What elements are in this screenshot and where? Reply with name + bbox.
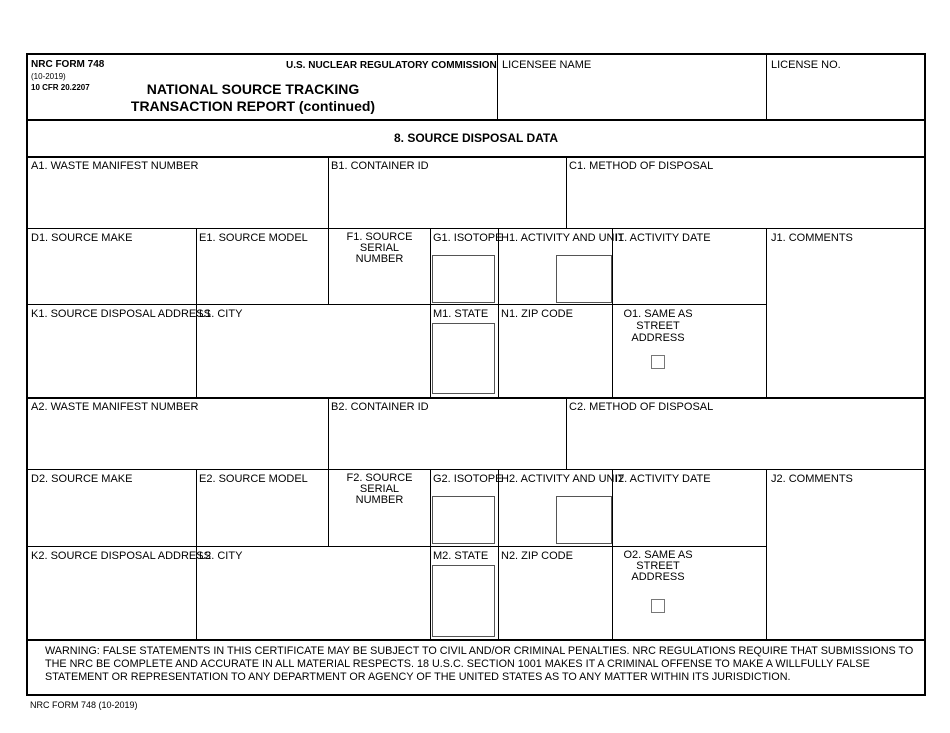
title-line-1: NATIONAL SOURCE TRACKING xyxy=(146,81,360,97)
form-title xyxy=(128,81,378,115)
footer-form-id: NRC FORM 748 (10-2019) xyxy=(30,700,138,710)
h2-unit-field[interactable] xyxy=(556,496,612,544)
o2-same-address-line1: O2. SAME AS STREET xyxy=(623,549,693,572)
i2-activity-date-label: I2. ACTIVITY DATE xyxy=(615,473,711,485)
form-id: NRC FORM 748 xyxy=(31,59,105,70)
form-date: (10-2019) xyxy=(31,72,66,81)
nrc-form-748 xyxy=(26,53,926,696)
o1-same-address-label xyxy=(613,308,703,344)
l2-city-field[interactable] xyxy=(197,565,429,638)
g1-isotope-field[interactable] xyxy=(432,255,495,303)
h2-activity-unit-label: H2. ACTIVITY AND UNIT xyxy=(501,473,625,485)
g2-isotope-field[interactable] xyxy=(432,496,495,544)
f2-serial-label-line2: NUMBER xyxy=(355,494,404,506)
k2-disposal-address-field[interactable] xyxy=(29,565,195,638)
i1-activity-date-label: I1. ACTIVITY DATE xyxy=(615,232,711,244)
f2-serial-label-line1: F2. SOURCE SERIAL xyxy=(346,472,413,495)
n1-zip-label: N1. ZIP CODE xyxy=(501,308,573,320)
n2-zip-label: N2. ZIP CODE xyxy=(501,550,573,562)
d1-source-make-field[interactable] xyxy=(29,247,195,303)
a1-waste-manifest-label: A1. WASTE MANIFEST NUMBER xyxy=(31,160,199,172)
o1-same-address-line2: ADDRESS xyxy=(631,332,685,344)
k1-disposal-address-label: K1. SOURCE DISPOSAL ADDRESS xyxy=(31,308,211,320)
licensee-name-label: LICENSEE NAME xyxy=(502,59,592,71)
j1-comments-label: J1. COMMENTS xyxy=(771,232,853,244)
license-no-field[interactable] xyxy=(767,73,924,119)
h1-activity-unit-label: H1. ACTIVITY AND UNIT xyxy=(501,232,625,244)
a2-waste-manifest-label: A2. WASTE MANIFEST NUMBER xyxy=(31,401,199,413)
warning-text: WARNING: FALSE STATEMENTS IN THIS CERTIFICATE MAY BE SUBJECT TO CIVIL AND/OR CRIMINAL PENALTIES. NRC REGULATIONS REQUIRE THAT SUBMISSIONS TO THE NRC BE COMPLETE AND ACCURATE IN ALL MATERIAL RESPECTS. 18 U.S.C. SECTION 1001 MAKES IT A CRIMINAL OFFENSE TO MAKE A WILLFULLY FALSE STATEMENT OR REPRESENTATION TO ANY DEPARTMENT OR AGENCY OF THE UNITED STATES AS TO ANY MATTER WITHIN ITS JURISDICTION. xyxy=(45,645,914,683)
o2-same-address-checkbox[interactable] xyxy=(651,599,665,613)
m2-state-label: M2. STATE xyxy=(433,550,489,562)
k2-disposal-address-label: K2. SOURCE DISPOSAL ADDRESS xyxy=(31,550,211,562)
title-line-2: TRANSACTION REPORT (continued) xyxy=(130,98,376,114)
h1-activity-field[interactable] xyxy=(499,255,555,303)
g1-isotope-label: G1. ISOTOPE xyxy=(433,232,503,244)
c1-method-field[interactable] xyxy=(567,175,924,227)
o1-same-address-checkbox[interactable] xyxy=(651,355,665,369)
e2-source-model-field[interactable] xyxy=(197,488,327,545)
f1-serial-field[interactable] xyxy=(329,255,429,303)
a1-waste-manifest-field[interactable] xyxy=(29,175,326,227)
c2-method-field[interactable] xyxy=(567,416,924,468)
i2-activity-date-field[interactable] xyxy=(613,488,765,545)
a2-waste-manifest-field[interactable] xyxy=(29,416,326,468)
j2-comments-field[interactable] xyxy=(767,488,924,638)
h2-activity-field[interactable] xyxy=(499,496,555,545)
cfr-reference: 10 CFR 20.2207 xyxy=(31,83,90,92)
c2-method-label: C2. METHOD OF DISPOSAL xyxy=(569,401,714,413)
licensee-name-field[interactable] xyxy=(498,73,766,119)
d2-source-make-label: D2. SOURCE MAKE xyxy=(31,473,133,485)
l1-city-field[interactable] xyxy=(197,323,429,396)
h1-unit-field[interactable] xyxy=(556,255,612,303)
m1-state-field[interactable] xyxy=(432,323,495,394)
b2-container-id-label: B2. CONTAINER ID xyxy=(331,401,429,413)
f2-serial-field[interactable] xyxy=(329,496,429,545)
o2-same-address-label xyxy=(613,550,703,583)
c1-method-label: C1. METHOD OF DISPOSAL xyxy=(569,160,714,172)
e1-source-model-field[interactable] xyxy=(197,247,327,303)
l2-city-label: L2. CITY xyxy=(199,550,243,562)
license-no-label: LICENSE NO. xyxy=(771,59,841,71)
k1-disposal-address-field[interactable] xyxy=(29,323,195,396)
d1-source-make-label: D1. SOURCE MAKE xyxy=(31,232,133,244)
f1-serial-label-line1: F1. SOURCE SERIAL xyxy=(346,231,413,254)
e1-source-model-label: E1. SOURCE MODEL xyxy=(199,232,308,244)
b1-container-id-label: B1. CONTAINER ID xyxy=(331,160,429,172)
n1-zip-field[interactable] xyxy=(499,323,611,396)
j2-comments-label: J2. COMMENTS xyxy=(771,473,853,485)
d2-source-make-field[interactable] xyxy=(29,488,195,545)
m1-state-label: M1. STATE xyxy=(433,308,489,320)
l1-city-label: L1. CITY xyxy=(199,308,243,320)
o1-same-address-line1: O1. SAME AS STREET xyxy=(623,308,693,332)
agency-name: U.S. NUCLEAR REGULATORY COMMISSION xyxy=(286,60,497,71)
j1-comments-field[interactable] xyxy=(767,247,924,396)
i1-activity-date-field[interactable] xyxy=(613,247,765,303)
o2-same-address-line2: ADDRESS xyxy=(631,571,685,583)
n2-zip-field[interactable] xyxy=(499,565,611,638)
b1-container-id-field[interactable] xyxy=(329,175,565,227)
m2-state-field[interactable] xyxy=(432,565,495,637)
b2-container-id-field[interactable] xyxy=(329,416,565,468)
section-title: 8. SOURCE DISPOSAL DATA xyxy=(393,131,559,145)
e2-source-model-label: E2. SOURCE MODEL xyxy=(199,473,308,485)
f1-serial-label-line2: NUMBER xyxy=(355,253,404,265)
g2-isotope-label: G2. ISOTOPE xyxy=(433,473,503,485)
